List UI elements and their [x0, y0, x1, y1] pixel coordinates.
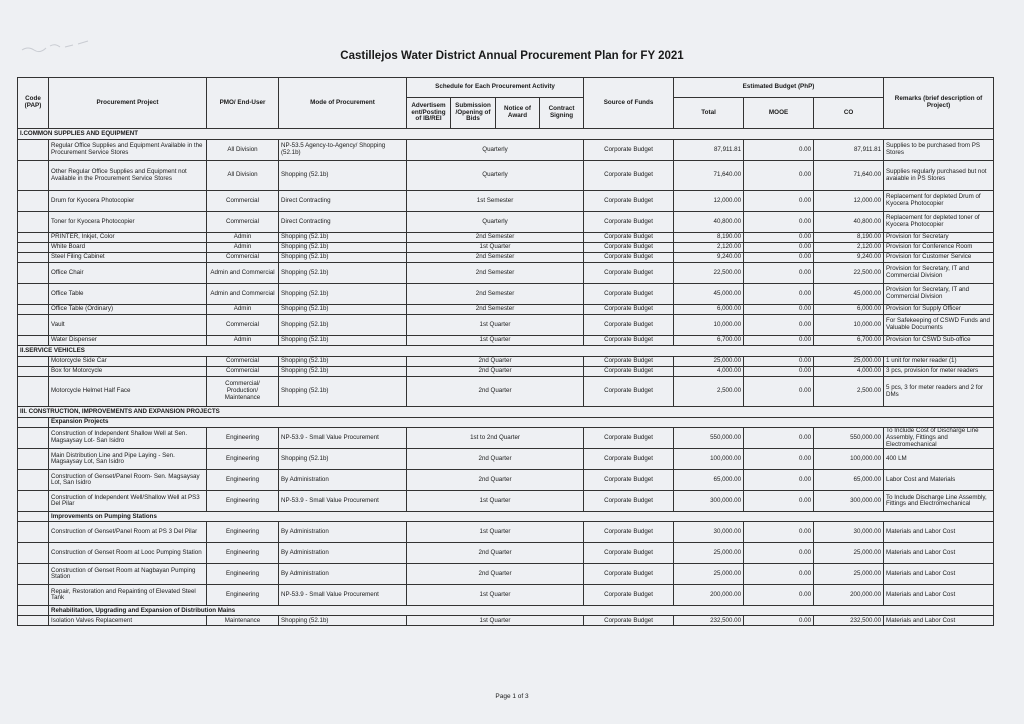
schedule-cell: 2nd Quarter: [407, 367, 584, 377]
source-cell: Corporate Budget: [584, 336, 674, 346]
total-cell: 2,120.00: [674, 243, 744, 253]
schedule-cell: 2nd Semester: [407, 253, 584, 263]
total-cell: 25,000.00: [674, 543, 744, 564]
pmo-cell: Commercial/ Production/ Maintenance: [207, 377, 279, 407]
code-cell: [18, 357, 49, 367]
pmo-cell: Engineering: [207, 543, 279, 564]
project-cell: Office Chair: [49, 263, 207, 284]
remarks-cell: Labor Cost and Materials: [884, 470, 994, 491]
remarks-cell: 5 pcs, 3 for meter readers and 2 for DMs: [884, 377, 994, 407]
co-cell: 550,000.00: [814, 428, 884, 449]
total-cell: 8,190.00: [674, 233, 744, 243]
remarks-cell: Provision for Supply Officer: [884, 305, 994, 315]
mooe-cell: 0.00: [744, 564, 814, 585]
project-cell: Regular Office Supplies and Equipment Available in the Procurement Service Stores: [49, 140, 207, 161]
schedule-cell: 1st Quarter: [407, 616, 584, 626]
total-cell: 87,911.81: [674, 140, 744, 161]
project-cell: Steel Filing Cabinet: [49, 253, 207, 263]
table-row: [18, 305, 994, 315]
source-cell: Corporate Budget: [584, 161, 674, 191]
co-cell: 25,000.00: [814, 357, 884, 367]
section-row: [18, 346, 994, 357]
schedule-cell: 2nd Semester: [407, 263, 584, 284]
code-cell: [18, 263, 49, 284]
mode-cell: Direct Contracting: [279, 212, 407, 233]
table-row: [18, 428, 994, 449]
source-cell: Corporate Budget: [584, 470, 674, 491]
code-cell: [18, 191, 49, 212]
schedule-cell: Quarterly: [407, 140, 584, 161]
mooe-cell: 0.00: [744, 616, 814, 626]
project-cell: Motorcycle Helmet Half Face: [49, 377, 207, 407]
source-cell: Corporate Budget: [584, 585, 674, 606]
mooe-cell: 0.00: [744, 585, 814, 606]
mooe-cell: 0.00: [744, 284, 814, 305]
co-cell: 6,000.00: [814, 305, 884, 315]
co-cell: 30,000.00: [814, 522, 884, 543]
table-row: [18, 616, 994, 626]
project-cell: Construction of Genset/Panel Room- Sen. Magsaysay Lot, San Isidro: [49, 470, 207, 491]
project-cell: Construction of Genset Room at Nagbayan Pumping Station: [49, 564, 207, 585]
page-number: Page 1 of 3: [495, 693, 529, 700]
subsection-row: [18, 418, 994, 428]
source-cell: Corporate Budget: [584, 305, 674, 315]
table-row: [18, 564, 994, 585]
co-cell: 12,000.00: [814, 191, 884, 212]
source-cell: Corporate Budget: [584, 564, 674, 585]
mode-cell: By Administration: [279, 522, 407, 543]
header-remarks: Remarks (brief description of Project): [884, 78, 994, 129]
pmo-cell: Commercial: [207, 367, 279, 377]
pmo-cell: Admin and Commercial: [207, 284, 279, 305]
code-cell: [18, 336, 49, 346]
mooe-cell: 0.00: [744, 191, 814, 212]
code-cell: [18, 470, 49, 491]
pmo-cell: Admin: [207, 233, 279, 243]
code-cell: [18, 305, 49, 315]
table-row: [18, 191, 994, 212]
schedule-cell: 1st to 2nd Quarter: [407, 428, 584, 449]
mode-cell: By Administration: [279, 564, 407, 585]
table-row: [18, 336, 994, 346]
total-cell: 10,000.00: [674, 315, 744, 336]
mode-cell: Shopping (52.1b): [279, 315, 407, 336]
remarks-cell: 3 pcs, provision for meter readers: [884, 367, 994, 377]
subsection-row: [18, 512, 994, 522]
source-cell: Corporate Budget: [584, 263, 674, 284]
total-cell: 12,000.00: [674, 191, 744, 212]
mode-cell: NP-53.9 - Small Value Procurement: [279, 585, 407, 606]
mooe-cell: 0.00: [744, 470, 814, 491]
code-cell: [18, 522, 49, 543]
table-row: [18, 357, 994, 367]
project-cell: Drum for Kyocera Photocopier: [49, 191, 207, 212]
mooe-cell: 0.00: [744, 161, 814, 191]
remarks-cell: Materials and Labor Cost: [884, 585, 994, 606]
code-cell: [18, 585, 49, 606]
mode-cell: Shopping (52.1b): [279, 243, 407, 253]
header-co: CO: [814, 98, 884, 129]
pmo-cell: Engineering: [207, 522, 279, 543]
project-cell: Construction of Genset/Panel Room at PS 3 Del Pilar: [49, 522, 207, 543]
remarks-cell: Replacement for depleted Drum of Kyocera Photocopier: [884, 191, 994, 212]
mode-cell: Shopping (52.1b): [279, 616, 407, 626]
schedule-cell: 1st Quarter: [407, 522, 584, 543]
code-cell: [18, 315, 49, 336]
header-mooe: MOOE: [744, 98, 814, 129]
total-cell: 45,000.00: [674, 284, 744, 305]
remarks-cell: Materials and Labor Cost: [884, 543, 994, 564]
header-schedule: Schedule for Each Procurement Activity: [407, 78, 584, 98]
code-cell: [18, 616, 49, 626]
mode-cell: NP-53.9 - Small Value Procurement: [279, 491, 407, 512]
project-cell: Office Table: [49, 284, 207, 305]
table-row: [18, 470, 994, 491]
schedule-cell: 2nd Quarter: [407, 564, 584, 585]
schedule-cell: 1st Quarter: [407, 336, 584, 346]
pmo-cell: All Division: [207, 161, 279, 191]
total-cell: 30,000.00: [674, 522, 744, 543]
project-cell: Construction of Genset Room at Looc Pumping Station: [49, 543, 207, 564]
source-cell: Corporate Budget: [584, 449, 674, 470]
pmo-cell: Commercial: [207, 212, 279, 233]
remarks-cell: To Include Cost of Discharge Line Assembly, Fittings and Electromechanical: [884, 428, 994, 449]
mooe-cell: 0.00: [744, 243, 814, 253]
source-cell: Corporate Budget: [584, 357, 674, 367]
code-cell: [18, 428, 49, 449]
co-cell: 40,800.00: [814, 212, 884, 233]
mooe-cell: 0.00: [744, 367, 814, 377]
total-cell: 22,500.00: [674, 263, 744, 284]
project-cell: Water Dispenser: [49, 336, 207, 346]
mode-cell: Shopping (52.1b): [279, 284, 407, 305]
project-cell: Office Table (Ordinary): [49, 305, 207, 315]
total-cell: 25,000.00: [674, 564, 744, 585]
section-row: [18, 129, 994, 140]
co-cell: 232,500.00: [814, 616, 884, 626]
co-cell: 200,000.00: [814, 585, 884, 606]
remarks-cell: Materials and Labor Cost: [884, 564, 994, 585]
co-cell: 65,000.00: [814, 470, 884, 491]
schedule-cell: 2nd Quarter: [407, 543, 584, 564]
total-cell: 200,000.00: [674, 585, 744, 606]
pmo-cell: Commercial: [207, 191, 279, 212]
section-title: II.SERVICE VEHICLES: [18, 346, 994, 357]
co-cell: 8,190.00: [814, 233, 884, 243]
header-source: Source of Funds: [584, 78, 674, 129]
subsection-title: Rehabilitation, Upgrading and Expansion of Distribution Mains: [49, 606, 994, 616]
code-cell: [18, 512, 49, 522]
header-contract: Contract Signing: [540, 98, 584, 129]
subsection-title: Improvements on Pumping Stations: [49, 512, 994, 522]
table-row: [18, 522, 994, 543]
table-row: [18, 140, 994, 161]
mooe-cell: 0.00: [744, 491, 814, 512]
source-cell: Corporate Budget: [584, 212, 674, 233]
co-cell: 25,000.00: [814, 564, 884, 585]
co-cell: 6,700.00: [814, 336, 884, 346]
co-cell: 87,911.81: [814, 140, 884, 161]
co-cell: 9,240.00: [814, 253, 884, 263]
mode-cell: Shopping (52.1b): [279, 253, 407, 263]
header-budget: Estimated Budget (PhP): [674, 78, 884, 98]
code-cell: [18, 543, 49, 564]
pmo-cell: Admin: [207, 336, 279, 346]
mode-cell: NP-53.9 - Small Value Procurement: [279, 428, 407, 449]
mode-cell: Shopping (52.1b): [279, 305, 407, 315]
project-cell: Toner for Kyocera Photocopier: [49, 212, 207, 233]
total-cell: 6,700.00: [674, 336, 744, 346]
source-cell: Corporate Budget: [584, 367, 674, 377]
project-cell: Motorcycle Side Car: [49, 357, 207, 367]
pmo-cell: Commercial: [207, 357, 279, 367]
schedule-cell: 2nd Semester: [407, 305, 584, 315]
code-cell: [18, 243, 49, 253]
source-cell: Corporate Budget: [584, 253, 674, 263]
mooe-cell: 0.00: [744, 140, 814, 161]
procurement-table: [17, 77, 994, 626]
code-cell: [18, 284, 49, 305]
total-cell: 6,000.00: [674, 305, 744, 315]
total-cell: 4,000.00: [674, 367, 744, 377]
co-cell: 100,000.00: [814, 449, 884, 470]
mode-cell: Shopping (52.1b): [279, 357, 407, 367]
remarks-cell: Materials and Labor Cost: [884, 616, 994, 626]
mode-cell: Direct Contracting: [279, 191, 407, 212]
mooe-cell: 0.00: [744, 305, 814, 315]
header-noa: Notice of Award: [496, 98, 540, 129]
total-cell: 550,000.00: [674, 428, 744, 449]
project-cell: Other Regular Office Supplies and Equipment not Available in the Procurement Service Stores: [49, 161, 207, 191]
co-cell: 2,500.00: [814, 377, 884, 407]
mooe-cell: 0.00: [744, 315, 814, 336]
project-cell: Isolation Valves Replacement: [49, 616, 207, 626]
mooe-cell: 0.00: [744, 428, 814, 449]
pmo-cell: Engineering: [207, 449, 279, 470]
table-header: [18, 78, 994, 129]
mooe-cell: 0.00: [744, 449, 814, 470]
remarks-cell: 1 unit for meter reader (1): [884, 357, 994, 367]
mooe-cell: 0.00: [744, 212, 814, 233]
remarks-cell: Supplies regularly purchased but not avaiable in PS Stores: [884, 161, 994, 191]
pmo-cell: Engineering: [207, 428, 279, 449]
source-cell: Corporate Budget: [584, 233, 674, 243]
source-cell: Corporate Budget: [584, 428, 674, 449]
project-cell: Repair, Restoration and Repainting of Elevated Steel Tank: [49, 585, 207, 606]
schedule-cell: 2nd Quarter: [407, 470, 584, 491]
mode-cell: Shopping (52.1b): [279, 449, 407, 470]
schedule-cell: 2nd Quarter: [407, 377, 584, 407]
project-cell: PRINTER, Inkjet, Color: [49, 233, 207, 243]
table-row: [18, 284, 994, 305]
code-cell: [18, 449, 49, 470]
code-cell: [18, 161, 49, 191]
mode-cell: By Administration: [279, 543, 407, 564]
mooe-cell: 0.00: [744, 357, 814, 367]
mode-cell: Shopping (52.1b): [279, 336, 407, 346]
schedule-cell: 1st Semester: [407, 191, 584, 212]
schedule-cell: Quarterly: [407, 161, 584, 191]
co-cell: 10,000.00: [814, 315, 884, 336]
remarks-cell: Provision for Secretary, IT and Commercial Division: [884, 284, 994, 305]
code-cell: [18, 491, 49, 512]
subsection-title: Expansion Projects: [49, 418, 994, 428]
page-title: Castillejos Water District Annual Procurement Plan for FY 2021: [340, 50, 684, 62]
total-cell: 300,000.00: [674, 491, 744, 512]
source-cell: Corporate Budget: [584, 377, 674, 407]
schedule-cell: Quarterly: [407, 212, 584, 233]
source-cell: Corporate Budget: [584, 284, 674, 305]
code-cell: [18, 418, 49, 428]
pmo-cell: Engineering: [207, 470, 279, 491]
mode-cell: Shopping (52.1b): [279, 263, 407, 284]
schedule-cell: 1st Quarter: [407, 585, 584, 606]
schedule-cell: 1st Quarter: [407, 243, 584, 253]
code-cell: [18, 606, 49, 616]
remarks-cell: Provision for Customer Service: [884, 253, 994, 263]
mode-cell: Shopping (52.1b): [279, 233, 407, 243]
source-cell: Corporate Budget: [584, 616, 674, 626]
total-cell: 9,240.00: [674, 253, 744, 263]
pmo-cell: Admin: [207, 243, 279, 253]
schedule-cell: 2nd Semester: [407, 233, 584, 243]
schedule-cell: 1st Quarter: [407, 315, 584, 336]
total-cell: 100,000.00: [674, 449, 744, 470]
source-cell: Corporate Budget: [584, 315, 674, 336]
remarks-cell: To Include Discharge Line Assembly, Fittings and Electromechanical: [884, 491, 994, 512]
pmo-cell: Commercial: [207, 315, 279, 336]
code-cell: [18, 140, 49, 161]
schedule-cell: 1st Quarter: [407, 491, 584, 512]
remarks-cell: Provision for Secretary, IT and Commercial Division: [884, 263, 994, 284]
mooe-cell: 0.00: [744, 336, 814, 346]
mooe-cell: 0.00: [744, 377, 814, 407]
table-row: [18, 263, 994, 284]
project-cell: White Board: [49, 243, 207, 253]
total-cell: 232,500.00: [674, 616, 744, 626]
code-cell: [18, 564, 49, 585]
code-cell: [18, 253, 49, 263]
source-cell: Corporate Budget: [584, 191, 674, 212]
table-row: [18, 315, 994, 336]
header-total: Total: [674, 98, 744, 129]
table-row: [18, 243, 994, 253]
co-cell: 2,120.00: [814, 243, 884, 253]
table-row: [18, 585, 994, 606]
table-row: [18, 543, 994, 564]
pmo-cell: Admin: [207, 305, 279, 315]
source-cell: Corporate Budget: [584, 522, 674, 543]
table-row: [18, 212, 994, 233]
project-cell: Vault: [49, 315, 207, 336]
remarks-cell: For Safekeeping of CSWD Funds and Valuable Documents: [884, 315, 994, 336]
co-cell: 300,000.00: [814, 491, 884, 512]
total-cell: 71,640.00: [674, 161, 744, 191]
header-code: Code (PAP): [18, 78, 49, 129]
total-cell: 40,800.00: [674, 212, 744, 233]
pmo-cell: Commercial: [207, 253, 279, 263]
remarks-cell: Replacement for depleted toner of Kyocera Photocopier: [884, 212, 994, 233]
table-row: [18, 161, 994, 191]
subsection-row: [18, 606, 994, 616]
schedule-cell: 2nd Semester: [407, 284, 584, 305]
project-cell: Main Distribution Line and Pipe Laying - Sen. Magsaysay Lot, San Isidro: [49, 449, 207, 470]
mode-cell: Shopping (52.1b): [279, 161, 407, 191]
header-pmo: PMO/ End-User: [207, 78, 279, 129]
table-row: [18, 449, 994, 470]
remarks-cell: 400 LM: [884, 449, 994, 470]
schedule-cell: 2nd Quarter: [407, 357, 584, 367]
code-cell: [18, 233, 49, 243]
code-cell: [18, 377, 49, 407]
source-cell: Corporate Budget: [584, 491, 674, 512]
code-cell: [18, 212, 49, 233]
project-cell: Construction of Independent Shallow Well at Sen. Magsaysay Lot- San Isidro: [49, 428, 207, 449]
mooe-cell: 0.00: [744, 233, 814, 243]
section-row: [18, 407, 994, 418]
table-row: [18, 377, 994, 407]
remarks-cell: Materials and Labor Cost: [884, 522, 994, 543]
co-cell: 25,000.00: [814, 543, 884, 564]
section-title: I.COMMON SUPPLIES AND EQUIPMENT: [18, 129, 994, 140]
mode-cell: NP-53.5 Agency-to-Agency/ Shopping (52.1b): [279, 140, 407, 161]
table-row: [18, 233, 994, 243]
header-sub: Submission /Opening of Bids: [451, 98, 496, 129]
source-cell: Corporate Budget: [584, 243, 674, 253]
total-cell: 25,000.00: [674, 357, 744, 367]
pmo-cell: Admin and Commercial: [207, 263, 279, 284]
co-cell: 22,500.00: [814, 263, 884, 284]
source-cell: Corporate Budget: [584, 543, 674, 564]
section-title: III. CONSTRUCTION, IMPROVEMENTS AND EXPANSION PROJECTS: [18, 407, 994, 418]
schedule-cell: 2nd Quarter: [407, 449, 584, 470]
pmo-cell: All Division: [207, 140, 279, 161]
mode-cell: Shopping (52.1b): [279, 367, 407, 377]
co-cell: 71,640.00: [814, 161, 884, 191]
remarks-cell: Provision for Secretary: [884, 233, 994, 243]
remarks-cell: Provision for CSWD Sub-office: [884, 336, 994, 346]
mooe-cell: 0.00: [744, 253, 814, 263]
pmo-cell: Engineering: [207, 564, 279, 585]
table-body: [18, 129, 994, 626]
mode-cell: Shopping (52.1b): [279, 377, 407, 407]
project-cell: Construction of Independent Well/Shallow Well at PS3 Del Pilar: [49, 491, 207, 512]
mooe-cell: 0.00: [744, 543, 814, 564]
total-cell: 2,500.00: [674, 377, 744, 407]
total-cell: 65,000.00: [674, 470, 744, 491]
table-row: [18, 367, 994, 377]
remarks-cell: Provision for Conference Room: [884, 243, 994, 253]
header-adv: Advertisem ent/Posting of IB/REI: [407, 98, 451, 129]
header-mode: Mode of Procurement: [279, 78, 407, 129]
table-row: [18, 253, 994, 263]
pmo-cell: Maintenance: [207, 616, 279, 626]
pmo-cell: Engineering: [207, 585, 279, 606]
mode-cell: By Administration: [279, 470, 407, 491]
co-cell: 45,000.00: [814, 284, 884, 305]
header-project: Procurement Project: [49, 78, 207, 129]
source-cell: Corporate Budget: [584, 140, 674, 161]
pmo-cell: Engineering: [207, 491, 279, 512]
remarks-cell: Supplies to be purchased from PS Stores: [884, 140, 994, 161]
project-cell: Box for Motorcycle: [49, 367, 207, 377]
mooe-cell: 0.00: [744, 522, 814, 543]
table-row: [18, 491, 994, 512]
code-cell: [18, 367, 49, 377]
co-cell: 4,000.00: [814, 367, 884, 377]
mooe-cell: 0.00: [744, 263, 814, 284]
